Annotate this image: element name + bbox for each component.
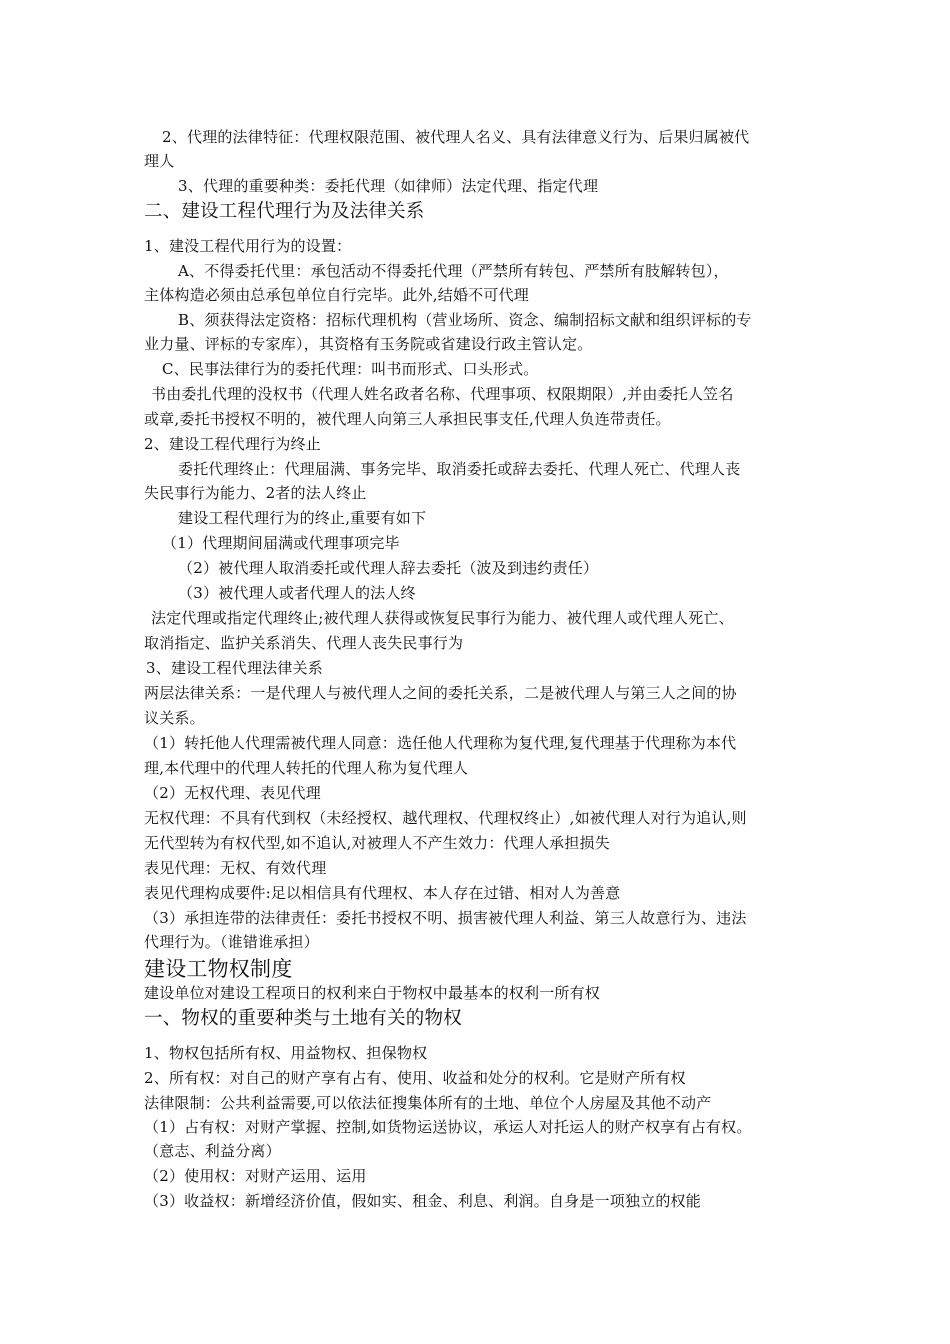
text-line: 法律限制：公共利益需要,可以依法征搜集体所有的土地、单位个人房屋及其他不动产	[144, 1094, 712, 1112]
section-heading: 二、建设工程代理行为及法律关系	[144, 201, 425, 222]
text-line: （3）承担连带的法律责任：委托书授权不明、损害被代理人利益、第三人故意行为、违法	[144, 909, 747, 927]
text-line: 建设单位对建设工程项日的权利来白于物权中最基本的权利一所有权	[144, 984, 601, 1002]
text-line: 理人	[144, 152, 175, 170]
text-line: 取消指定、监护关系消失、代理人丧失民事行为	[144, 634, 464, 652]
section-heading: 一、物权的重要种类与土地有关的物权	[144, 1008, 462, 1029]
text-line: 表见代理：无权、有效代理	[144, 859, 327, 877]
text-line: B、须获得法定资格：招标代理机构（营业场所、资念、编制招标文献和组织评标的专	[178, 311, 752, 329]
text-line: 主体构造必须由总承包单位自行完毕。此外,结婚不可代理	[144, 286, 529, 304]
text-line: 表见代理构成要件:足以相信具有代理权、本人存在过错、相对人为善意	[144, 884, 621, 902]
text-line: （1）转托他人代理需被代理人同意：选任他人代理称为复代理,复代理基于代理称为本代	[144, 734, 737, 752]
text-line: （3）被代理人或者代理人的法人终	[178, 584, 416, 602]
text-line: 代理行为。（谁错谁承担）	[144, 933, 319, 951]
text-line: 业力量、评标的专家库），其资格有玉务院或省建设行政主管认定。	[144, 335, 593, 353]
text-line: 理,本代理中的代理人转托的代理人称为复代理人	[144, 759, 469, 777]
text-line: 书由委扎代理的没权书（代理人姓名政者名称、代理事项、权限期限）,并由委托人笠名	[151, 385, 734, 403]
text-line: C、民事法律行为的委托代理：叫书而形式、口头形式。	[162, 360, 539, 378]
text-line: 建设工程代理行为的终止,重要有如下	[178, 509, 427, 527]
text-line: 3、代理的重要种类：委托代理（如律师）法定代理、指定代理	[178, 177, 599, 195]
text-line: 2、建设工程代理行为终止	[144, 435, 321, 453]
text-line: （意志、利益分离）	[144, 1142, 281, 1160]
text-line: 无代型转为有权代型,如不追认,对被理人不产生效力：代理人承担损失	[144, 834, 610, 852]
text-line: 议关系。	[144, 709, 205, 727]
text-line: （1）占有权：对财产掌握、控制,如货物运送协议，承运人对托运人的财产权享有占有权。	[144, 1118, 752, 1136]
text-line: 失民事行为能力、2者的法人终止	[144, 484, 367, 502]
text-line: A、不得委托代里：承包活动不得委托代理（严禁所有转包、严禁所有肢解转包），	[178, 262, 729, 280]
text-line: 2、代理的法律特征：代理权限范围、被代理人名义、具有法律意义行为、后果归属被代	[162, 128, 750, 146]
text-line: 2、所有权：对自己的财产享有占有、使用、收益和处分的权利。它是财产所有权	[144, 1069, 686, 1087]
text-line: 1、建没工程代用行为的设置：	[144, 237, 352, 255]
text-line: 3、建设工程代理法律关系	[146, 659, 323, 677]
text-line: 法定代理或指定代理终止;被代理人获得或恢复民事行为能力、被代理人或代理人死亡、	[151, 609, 734, 627]
text-line: 两层法律关系：一是代理人与被代理人之间的委托关系，二是被代理人与第三人之间的协	[144, 684, 737, 702]
text-line: 或章,委托书授权不明的，被代理人向第三人承担民事支任,代理人负连带责任。	[144, 410, 671, 428]
text-line: 委托代理终止：代理届满、事务完毕、取消委托或辞去委托、代理人死亡、代理人丧	[178, 460, 741, 478]
text-line: （1）代理期间届满或代理事项完毕	[162, 534, 400, 552]
text-line: （2）被代理人取消委托或代理人辞去委托（波及到违约责任）	[178, 559, 599, 577]
text-line: （2）使用权：对财产运用、运用	[144, 1167, 367, 1185]
text-line: （3）收益权：新增经济价值，假如实、租金、利息、利润。自身是一项独立的权能	[144, 1192, 701, 1210]
text-line: （2）无权代理、表见代理	[144, 784, 321, 802]
text-line: 无权代理：不具有代到权（未经授权、越代理权、代理权终止）,如被代理人对行为追认,则	[144, 809, 747, 827]
chapter-heading: 建设工物权制度	[144, 957, 293, 981]
text-line: 1、物权包括所有权、用益物权、担保物权	[144, 1044, 428, 1062]
